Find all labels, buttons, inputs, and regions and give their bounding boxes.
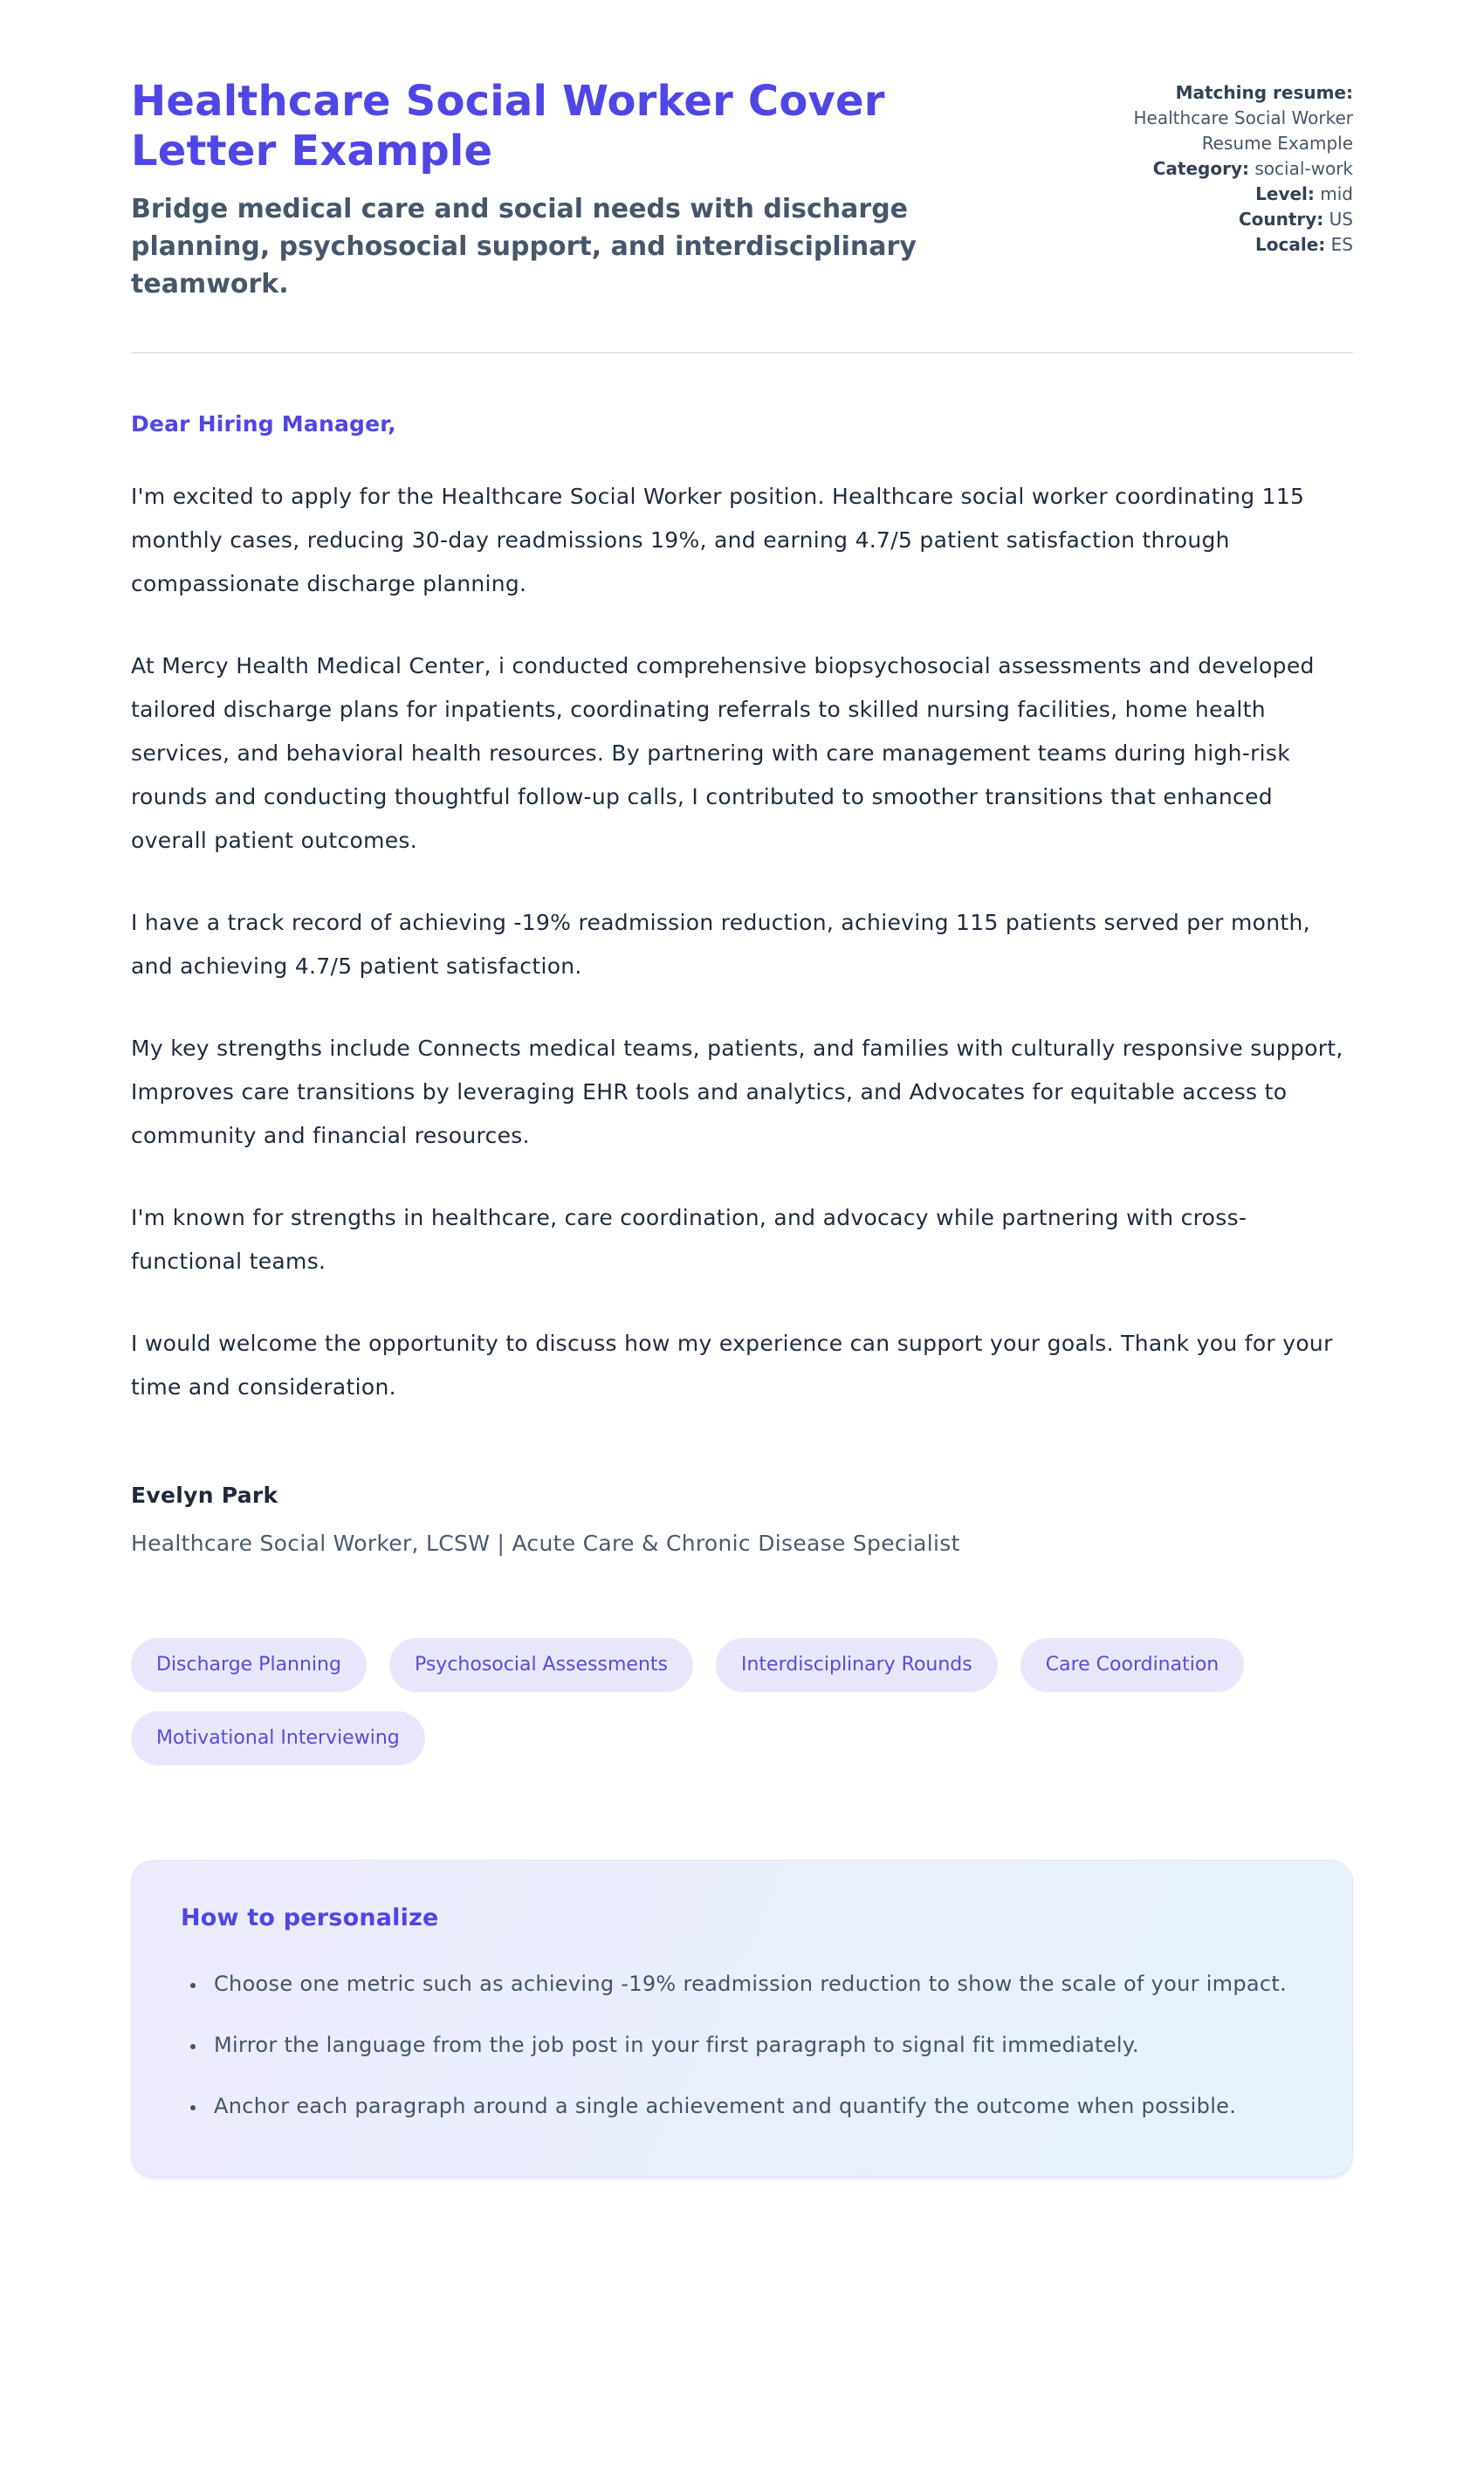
header — [131, 77, 1353, 303]
signature-block — [131, 1483, 1353, 1556]
meta-label: Category: — [1152, 158, 1249, 179]
meta-row-level — [1082, 182, 1353, 207]
letter-paragraph: I'm known for strengths in healthcare, care coordination, and advocacy while partnering with cross-functional teams. — [131, 1205, 1247, 1274]
meta-label: Matching resume: — [1175, 82, 1353, 103]
meta-label: Locale: — [1255, 234, 1326, 255]
meta-row-matching-resume — [1082, 80, 1353, 156]
meta-label: Country: — [1238, 209, 1324, 230]
page-title: Healthcare Social Worker Cover Letter Example — [131, 77, 885, 176]
header-divider — [131, 352, 1353, 354]
skill-tag-psychosocial-assessments[interactable]: Psychosocial Assessments — [389, 1638, 693, 1692]
personalize-tip: • Choose one metric such as achieving -19% readmission reduction to show the scale of your impact. — [207, 1963, 1303, 2005]
meta-block — [1082, 80, 1353, 258]
page-subtitle: Bridge medical care and social needs with discharge planning, psychosocial support, and interdisciplinary teamwork. — [131, 194, 917, 299]
letter-paragraph: At Mercy Health Medical Center, i conducted comprehensive biopsychosocial assessments and developed tailored discharge plans for inpatients, coordinating referrals to skilled nursing facilities, home health services, and behavioral health resources. By partnering with care management teams during high-risk rounds and conducting thoughtful follow-up calls, I contributed to smoother transitions that enhanced overall patient outcomes. — [131, 653, 1315, 853]
meta-row-category — [1082, 156, 1353, 182]
meta-label: Level: — [1255, 183, 1315, 204]
how-to-personalize-card — [131, 1860, 1353, 2177]
meta-value: ES — [1330, 234, 1353, 255]
personalize-tip: • Mirror the language from the job post in your first paragraph to signal fit immediately. — [207, 2024, 1303, 2066]
meta-row-locale — [1082, 232, 1353, 258]
skill-tag-care-coordination[interactable]: Care Coordination — [1020, 1638, 1245, 1692]
meta-value: mid — [1320, 183, 1353, 204]
signature-name: Evelyn Park — [131, 1483, 278, 1508]
letter-paragraph: My key strengths include Connects medical teams, patients, and families with culturally responsive support, Improves care transitions by leveraging EHR tools and analytics, and Advocates for equitable access to community and financial resources. — [131, 1036, 1343, 1148]
skill-tag-motivational-interviewing[interactable]: Motivational Interviewing — [131, 1711, 425, 1765]
letter-paragraph: I would welcome the opportunity to discuss how my experience can support your goals. Thank you for your time and consideration. — [131, 1331, 1333, 1400]
letter-greeting: Dear Hiring Manager, — [131, 411, 396, 437]
how-to-personalize-list — [181, 1963, 1303, 2127]
personalize-tip: • Anchor each paragraph around a single achievement and quantify the outcome when possible. — [207, 2085, 1303, 2127]
meta-value: Healthcare Social Worker Resume Example — [1133, 107, 1353, 154]
signature-role: Healthcare Social Worker, LCSW | Acute Care & Chronic Disease Specialist — [131, 1531, 960, 1556]
how-to-personalize-title: How to personalize — [181, 1904, 439, 1931]
meta-value: US — [1329, 209, 1353, 230]
cover-letter-body — [131, 411, 1353, 1556]
letter-paragraph: I have a track record of achieving -19% readmission reduction, achieving 115 patients served per month, and achieving 4.7/5 patient satisfaction. — [131, 910, 1310, 979]
header-text-block — [131, 77, 1013, 303]
skill-tag-discharge-planning[interactable]: Discharge Planning — [131, 1638, 367, 1692]
skill-tags — [131, 1638, 1353, 1765]
skill-tag-interdisciplinary-rounds[interactable]: Interdisciplinary Rounds — [716, 1638, 998, 1692]
meta-row-country — [1082, 207, 1353, 232]
page-container — [131, 0, 1353, 2177]
letter-paragraph: I'm excited to apply for the Healthcare Social Worker position. Healthcare social worker coordinating 115 monthly cases, reducing 30-day readmissions 19%, and earning 4.7/5 patient satisfaction through compassionate discharge planning. — [131, 484, 1305, 596]
meta-value: social-work — [1254, 158, 1353, 179]
